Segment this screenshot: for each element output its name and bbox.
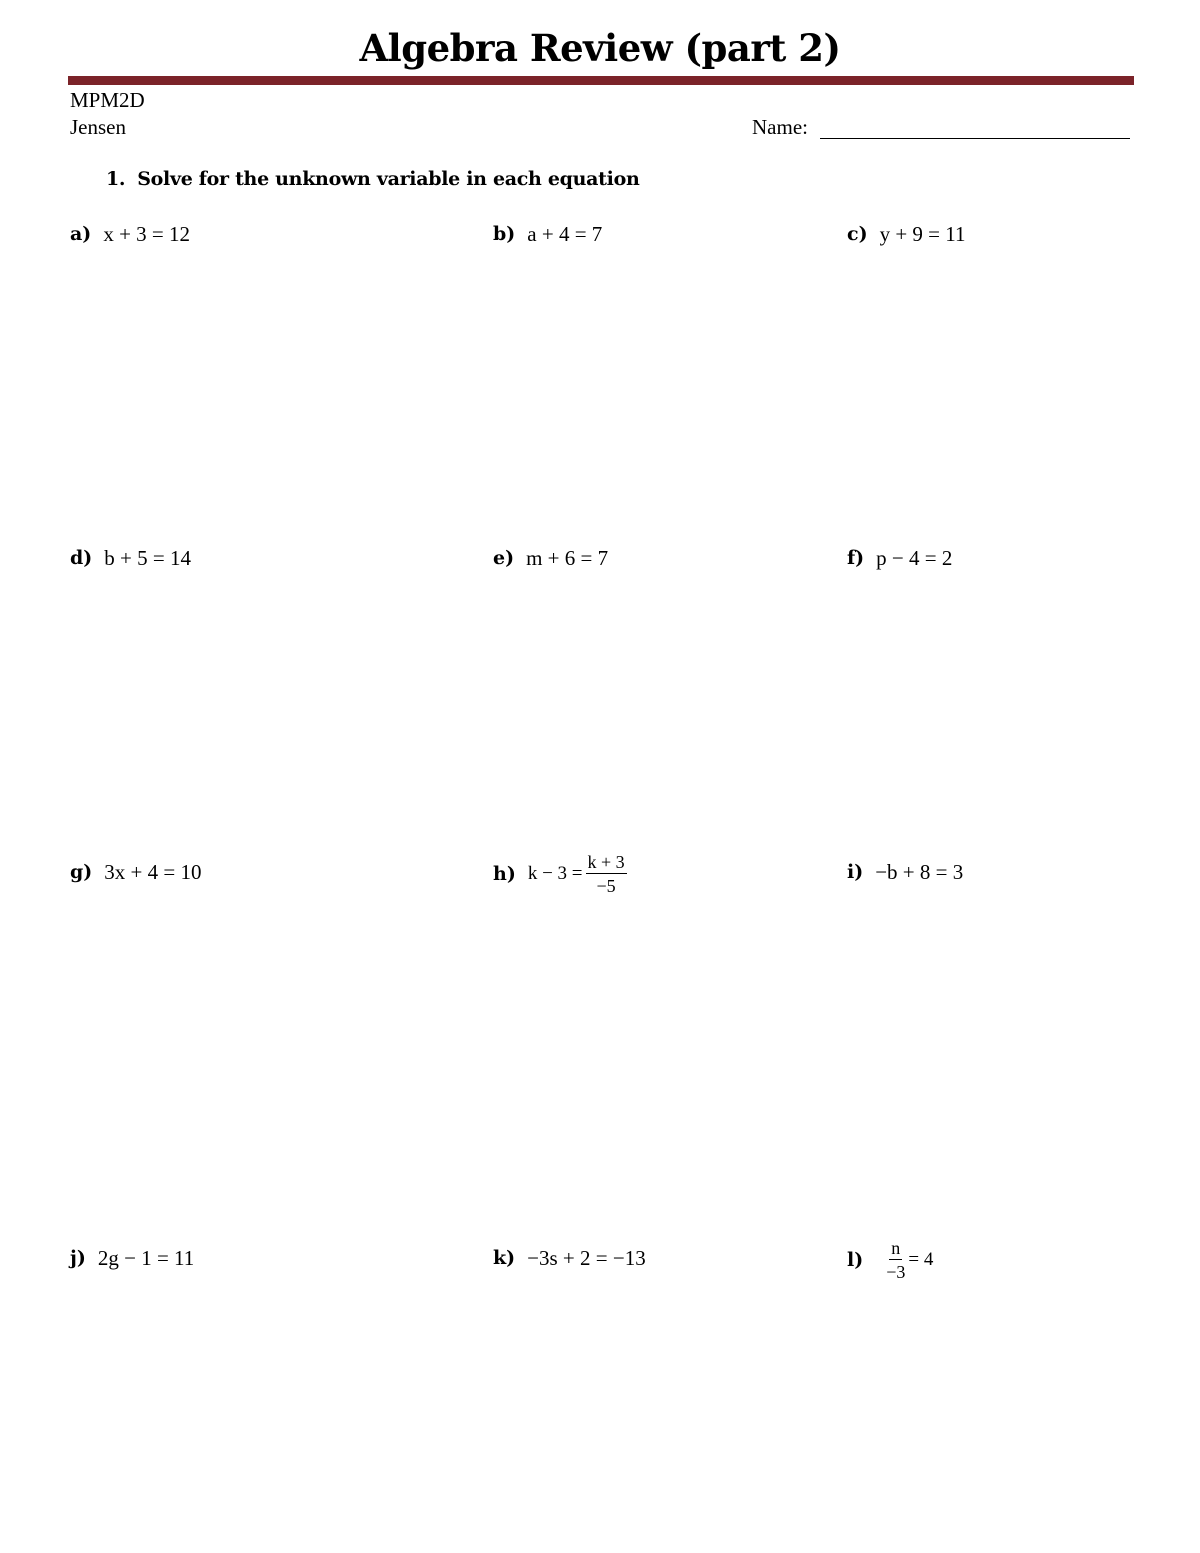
problem-l xyxy=(847,1232,933,1288)
course-code: MPM2D xyxy=(70,88,145,112)
equation-right-side: = 4 xyxy=(908,1249,934,1270)
question-number: 1. xyxy=(106,168,126,190)
problem-equation: −b + 8 = 3 xyxy=(875,859,964,884)
fraction-denominator: −5 xyxy=(596,876,616,896)
fraction-denominator: −3 xyxy=(886,1262,906,1282)
title-rule xyxy=(68,76,1134,85)
problem-h xyxy=(493,846,630,902)
problem-equation: m + 6 = 7 xyxy=(526,545,609,570)
problem-b xyxy=(493,214,602,254)
problem-equation: 3x + 4 = 10 xyxy=(104,859,202,884)
fraction-numerator: n xyxy=(891,1238,901,1258)
problem-equation: x + 3 = 12 xyxy=(103,221,190,246)
problem-label: l) xyxy=(847,1249,864,1271)
name-field-line[interactable] xyxy=(820,138,1130,139)
problem-label: h) xyxy=(493,863,516,885)
problem-equation: a + 4 = 7 xyxy=(527,221,603,246)
problem-i xyxy=(847,852,963,892)
problem-g xyxy=(70,852,201,892)
problem-equation: p − 4 = 2 xyxy=(876,545,953,570)
problem-label: g) xyxy=(70,861,93,883)
fraction xyxy=(886,1239,905,1281)
question-instruction xyxy=(106,168,639,190)
problem-equation: b + 5 = 14 xyxy=(104,545,191,570)
problem-c xyxy=(847,214,965,254)
problem-label: i) xyxy=(847,861,864,883)
name-label: Name: xyxy=(752,115,808,139)
problem-equation xyxy=(883,1239,933,1281)
problem-label: a) xyxy=(70,223,92,245)
problem-equation: −3s + 2 = −13 xyxy=(527,1245,646,1270)
problem-label: j) xyxy=(70,1247,86,1269)
problem-label: k) xyxy=(493,1247,516,1269)
problem-equation: y + 9 = 11 xyxy=(879,221,966,246)
problem-a xyxy=(70,214,190,254)
problem-label: b) xyxy=(493,223,516,245)
problem-j xyxy=(70,1238,194,1278)
teacher-name: Jensen xyxy=(70,115,126,139)
fraction-numerator: k + 3 xyxy=(587,852,625,872)
page-title: Algebra Review (part 2) xyxy=(359,26,841,70)
problem-label: c) xyxy=(847,223,868,245)
problem-d xyxy=(70,538,191,578)
problem-e xyxy=(493,538,608,578)
problem-k xyxy=(493,1238,646,1278)
problem-equation: 2g − 1 = 11 xyxy=(97,1245,195,1270)
problem-equation xyxy=(528,853,630,895)
instruction-text: Solve for the unknown variable in each equation xyxy=(137,168,640,190)
problem-label: f) xyxy=(847,547,865,569)
problem-f xyxy=(847,538,952,578)
problem-label: e) xyxy=(493,547,515,569)
problem-label: d) xyxy=(70,547,93,569)
fraction xyxy=(586,853,627,895)
equation-left-side: k − 3 = xyxy=(527,863,583,884)
